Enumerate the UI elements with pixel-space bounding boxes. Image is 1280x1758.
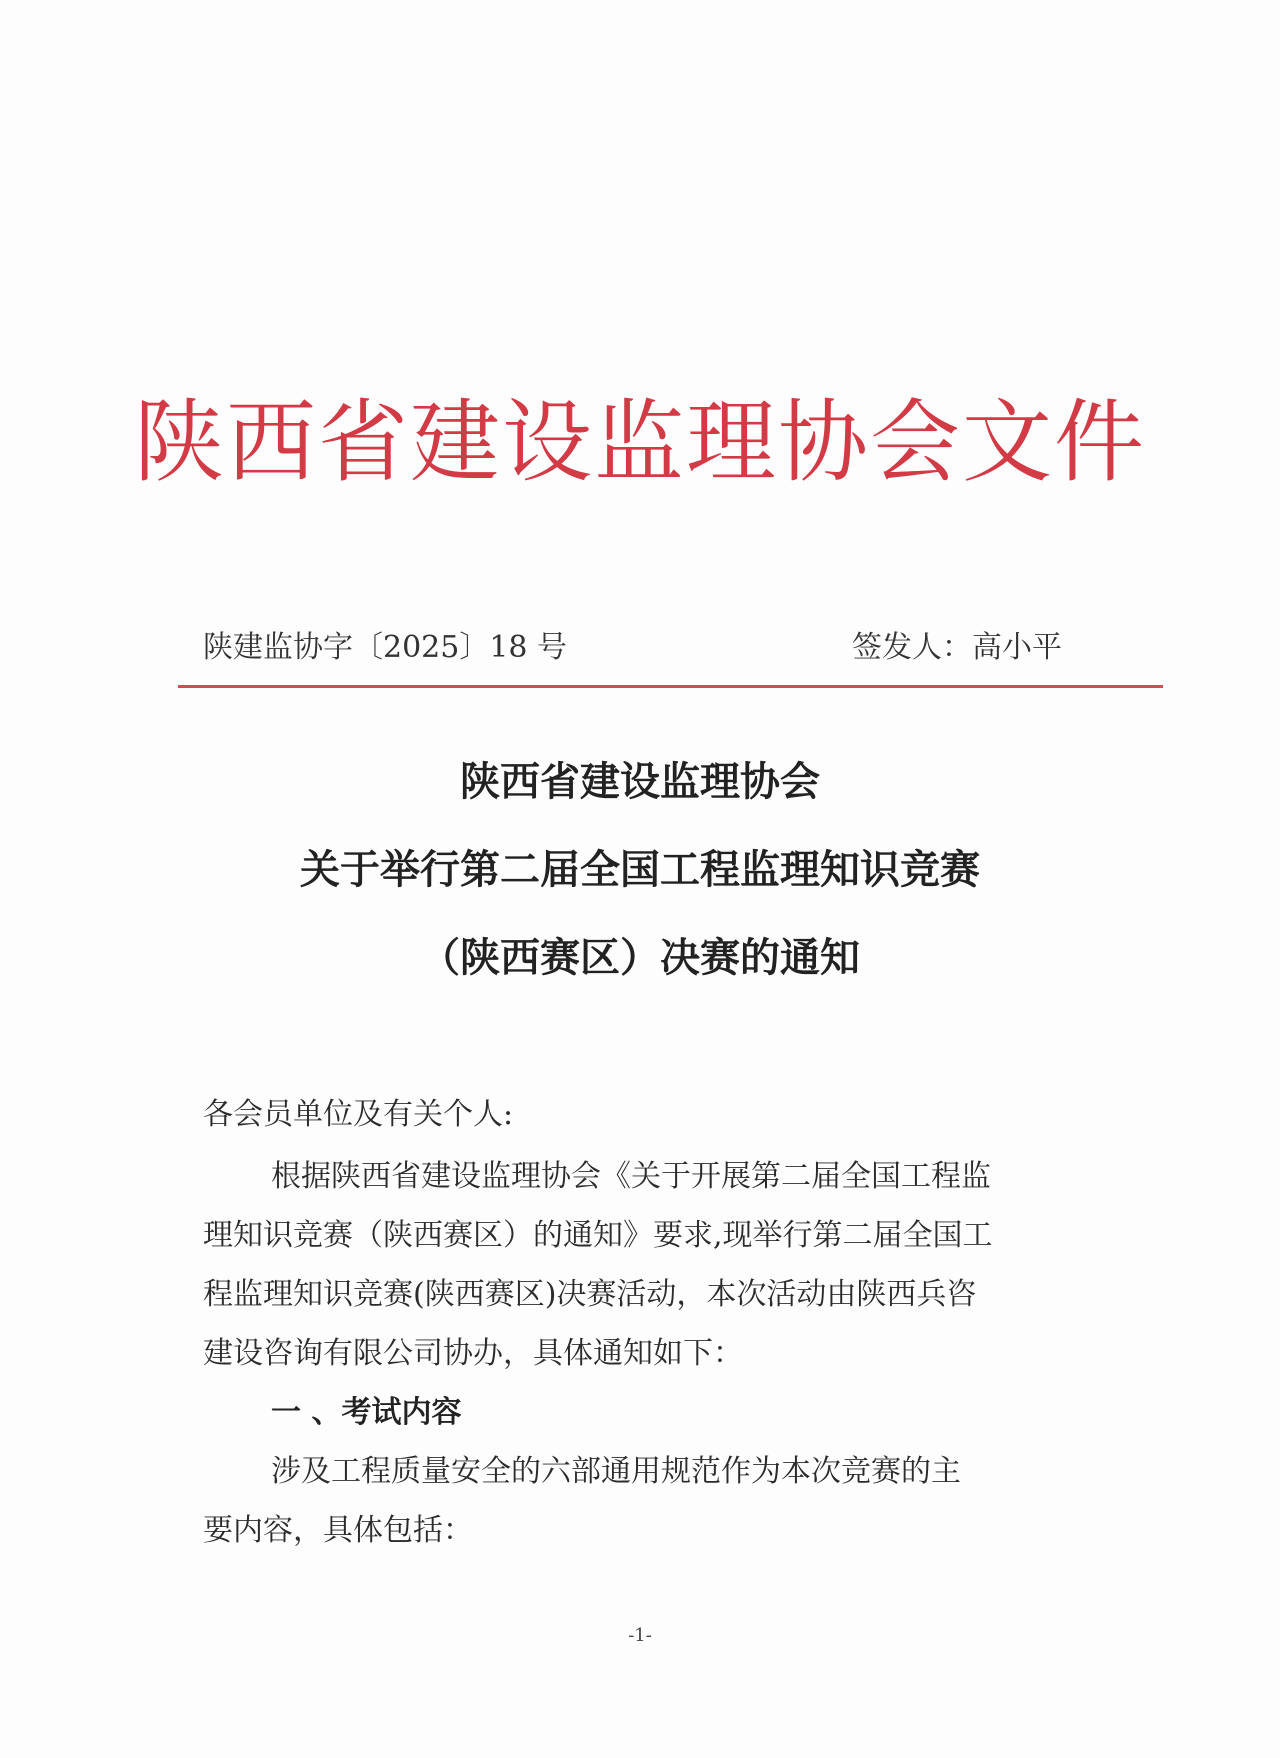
paragraph-line: 涉及工程质量安全的六部通用规范作为本次竞赛的主	[271, 1454, 961, 1489]
notice-title-line-1: 陕西省建设监理协会	[460, 759, 820, 805]
document-number: 陕建监协字〔2025〕18 号	[203, 630, 568, 665]
paragraph-line: 理知识竞赛（陕西赛区）的通知》要求,现举行第二届全国工	[203, 1218, 993, 1253]
section-heading: 一 、考试内容	[271, 1395, 462, 1430]
page-number: -1-	[628, 1625, 652, 1646]
paragraph-line: 程监理知识竞赛(陕西赛区)决赛活动，本次活动由陕西兵咨	[203, 1277, 977, 1312]
salutation: 各会员单位及有关个人:	[203, 1097, 514, 1132]
notice-title-line-3: （陕西赛区）决赛的通知	[420, 935, 860, 981]
paragraph-line: 要内容，具体包括：	[203, 1513, 473, 1548]
notice-title-line-2: 关于举行第二届全国工程监理知识竞赛	[300, 847, 980, 893]
issuer-signature: 签发人：高小平	[852, 630, 1062, 665]
red-divider	[178, 685, 1163, 688]
masthead-title: 陕西省建设监理协会文件	[134, 390, 1146, 495]
paragraph-line: 根据陕西省建设监理协会《关于开展第二届全国工程监	[271, 1159, 991, 1194]
paragraph-line: 建设咨询有限公司协办，具体通知如下：	[203, 1336, 743, 1371]
